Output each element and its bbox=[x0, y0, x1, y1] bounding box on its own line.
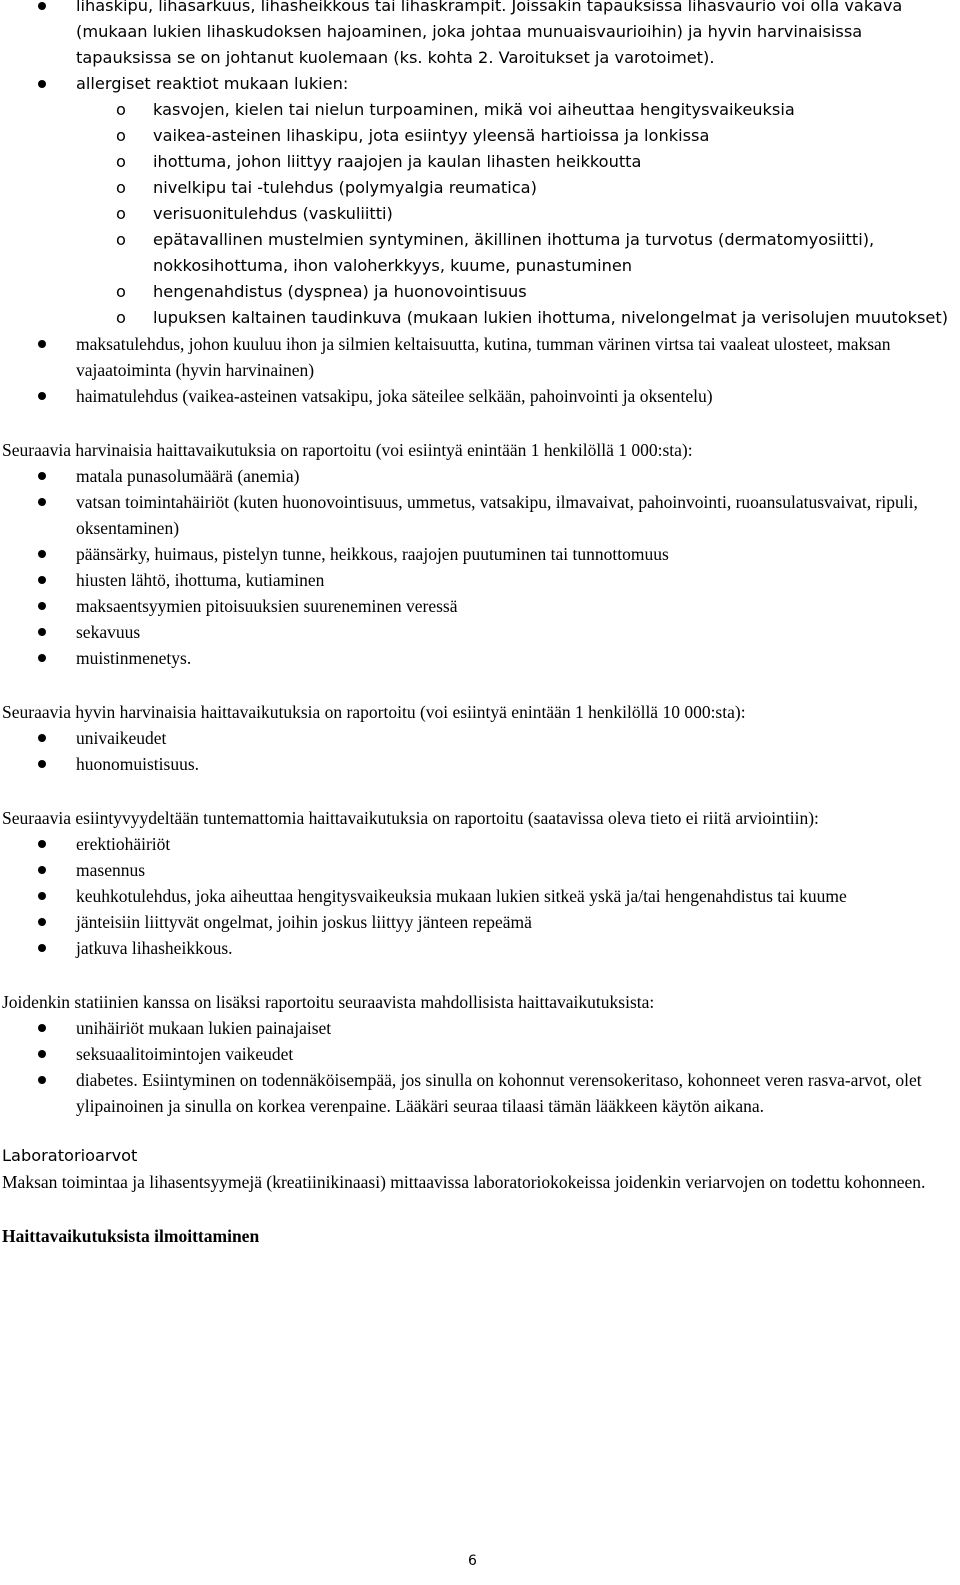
list-item bbox=[0, 123, 960, 149]
list-item-text: kasvojen, kielen tai nielun turpoaminen, mikä voi aiheuttaa hengitysvaikeuksia bbox=[153, 100, 795, 119]
list-item bbox=[0, 279, 960, 305]
lab-text: Maksan toimintaa ja lihasentsyymejä (kreatiinikinaasi) mittaavissa laboratoriokokeissa joidenkin veriarvojen on todettu kohonneen. bbox=[2, 1172, 926, 1192]
statins-heading: Joidenkin statiinien kanssa on lisäksi raportoitu seuraavista mahdollisista haittavaikutuksista: bbox=[2, 992, 655, 1012]
list-item: haimatulehdus (vaikea-asteinen vatsakipu, joka säteilee selkään, pahoinvointi ja oksentelu) bbox=[0, 383, 960, 409]
sublist-marker: o bbox=[116, 308, 126, 327]
very-rare-heading: Seuraavia hyvin harvinaisia haittavaikutuksia on raportoitu (voi esiintyä enintään 1 henkilöllä 10 000:sta): bbox=[2, 702, 746, 722]
sublist-marker: o bbox=[116, 100, 126, 119]
unknown-list bbox=[0, 831, 960, 961]
list-item bbox=[0, 201, 960, 227]
list-item: maksatulehdus, johon kuuluu ihon ja silmien keltaisuutta, kutina, tumman värinen virtsa tai vaaleat ulosteet, maksan vajaatoiminta (hyvin harvinainen) bbox=[0, 331, 960, 383]
list-item: hiusten lähtö, ihottuma, kutiaminen bbox=[0, 567, 960, 593]
list-item bbox=[0, 175, 960, 201]
list-item: lihaskipu, lihasarkuus, lihasheikkous tai lihaskrampit. Joissakin tapauksissa lihasvaurio voi olla vakava (mukaan lukien lihaskudoksen hajoaminen, joka johtaa munuaisvaurioihin) ja hyvin harvinaisissa tapauksissa se on johtanut kuolemaan (ks. kohta 2. Varoitukset ja varotoimet). bbox=[0, 0, 960, 71]
intro-bullet-list-tail bbox=[0, 331, 960, 409]
list-item: diabetes. Esiintyminen on todennäköisempää, jos sinulla on kohonnut verensokeritaso, kohonneet veren rasva-arvot, olet ylipainoinen ja sinulla on korkea verenpaine. Lääkäri seuraa tilaasi tämän lääkkeen käytön aikana. bbox=[0, 1067, 960, 1119]
sublist-marker: o bbox=[116, 282, 126, 301]
list-item: erektiohäiriöt bbox=[0, 831, 960, 857]
reporting-heading: Haittavaikutuksista ilmoittaminen bbox=[2, 1226, 260, 1246]
list-item: maksaentsyymien pitoisuuksien suureneminen veressä bbox=[0, 593, 960, 619]
list-item bbox=[0, 149, 960, 175]
rare-heading: Seuraavia harvinaisia haittavaikutuksia on raportoitu (voi esiintyä enintään 1 henkilöllä 1 000:sta): bbox=[2, 440, 693, 460]
list-item: jänteisiin liittyvät ongelmat, joihin joskus liittyy jänteen repeämä bbox=[0, 909, 960, 935]
list-item: huonomuistisuus. bbox=[0, 751, 960, 777]
list-item-text: verisuonitulehdus (vaskuliitti) bbox=[153, 204, 393, 223]
list-item: päänsärky, huimaus, pistelyn tunne, heikkous, raajojen puutuminen tai tunnottomuus bbox=[0, 541, 960, 567]
statins-list bbox=[0, 1015, 960, 1119]
list-item-text: nivelkipu tai -tulehdus (polymyalgia reumatica) bbox=[153, 178, 537, 197]
list-item: masennus bbox=[0, 857, 960, 883]
list-item: sekavuus bbox=[0, 619, 960, 645]
list-item: keuhkotulehdus, joka aiheuttaa hengitysvaikeuksia mukaan lukien sitkeä yskä ja/tai hengenahdistus tai kuume bbox=[0, 883, 960, 909]
list-item: vatsan toimintahäiriöt (kuten huonovointisuus, ummetus, vatsakipu, ilmavaivat, pahoinvointi, ruoansulatusvaivat, ripuli, oksentaminen) bbox=[0, 489, 960, 541]
sublist-marker: o bbox=[116, 152, 126, 171]
list-item bbox=[0, 97, 960, 123]
list-item-text: ihottuma, johon liittyy raajojen ja kaulan lihasten heikkoutta bbox=[153, 152, 642, 171]
sublist-marker: o bbox=[116, 230, 126, 249]
sublist-marker: o bbox=[116, 204, 126, 223]
sublist-marker: o bbox=[116, 126, 126, 145]
lab-heading: Laboratorioarvot bbox=[2, 1146, 138, 1165]
intro-bullet-list bbox=[0, 0, 960, 97]
list-item: univaikeudet bbox=[0, 725, 960, 751]
list-item: seksuaalitoimintojen vaikeudet bbox=[0, 1041, 960, 1067]
sublist-marker: o bbox=[116, 178, 126, 197]
list-item-text: hengenahdistus (dyspnea) ja huonovointisuus bbox=[153, 282, 527, 301]
list-item bbox=[0, 305, 960, 331]
page-number: 6 bbox=[468, 1553, 477, 1569]
list-item: unihäiriöt mukaan lukien painajaiset bbox=[0, 1015, 960, 1041]
list-item-text: vaikea-asteinen lihaskipu, jota esiintyy yleensä hartioissa ja lonkissa bbox=[153, 126, 710, 145]
list-item: jatkuva lihasheikkous. bbox=[0, 935, 960, 961]
list-item-text: lupuksen kaltainen taudinkuva (mukaan lukien ihottuma, nivelongelmat ja verisolujen muutokset) bbox=[153, 308, 949, 327]
allergy-sublist bbox=[0, 97, 960, 331]
unknown-heading: Seuraavia esiintyvyydeltään tuntemattomia haittavaikutuksia on raportoitu (saatavissa oleva tieto ei riitä arviointiin): bbox=[2, 808, 819, 828]
very-rare-list bbox=[0, 725, 960, 777]
list-item: allergiset reaktiot mukaan lukien: bbox=[0, 71, 960, 97]
list-item-text: epätavallinen mustelmien syntyminen, äkillinen ihottuma ja turvotus (dermatomyosiitti), nokkosihottuma, ihon valoherkkyys, kuume, punastuminen bbox=[153, 230, 875, 275]
list-item: matala punasolumäärä (anemia) bbox=[0, 463, 960, 489]
rare-list bbox=[0, 463, 960, 671]
list-item: muistinmenetys. bbox=[0, 645, 960, 671]
list-item bbox=[0, 227, 960, 279]
